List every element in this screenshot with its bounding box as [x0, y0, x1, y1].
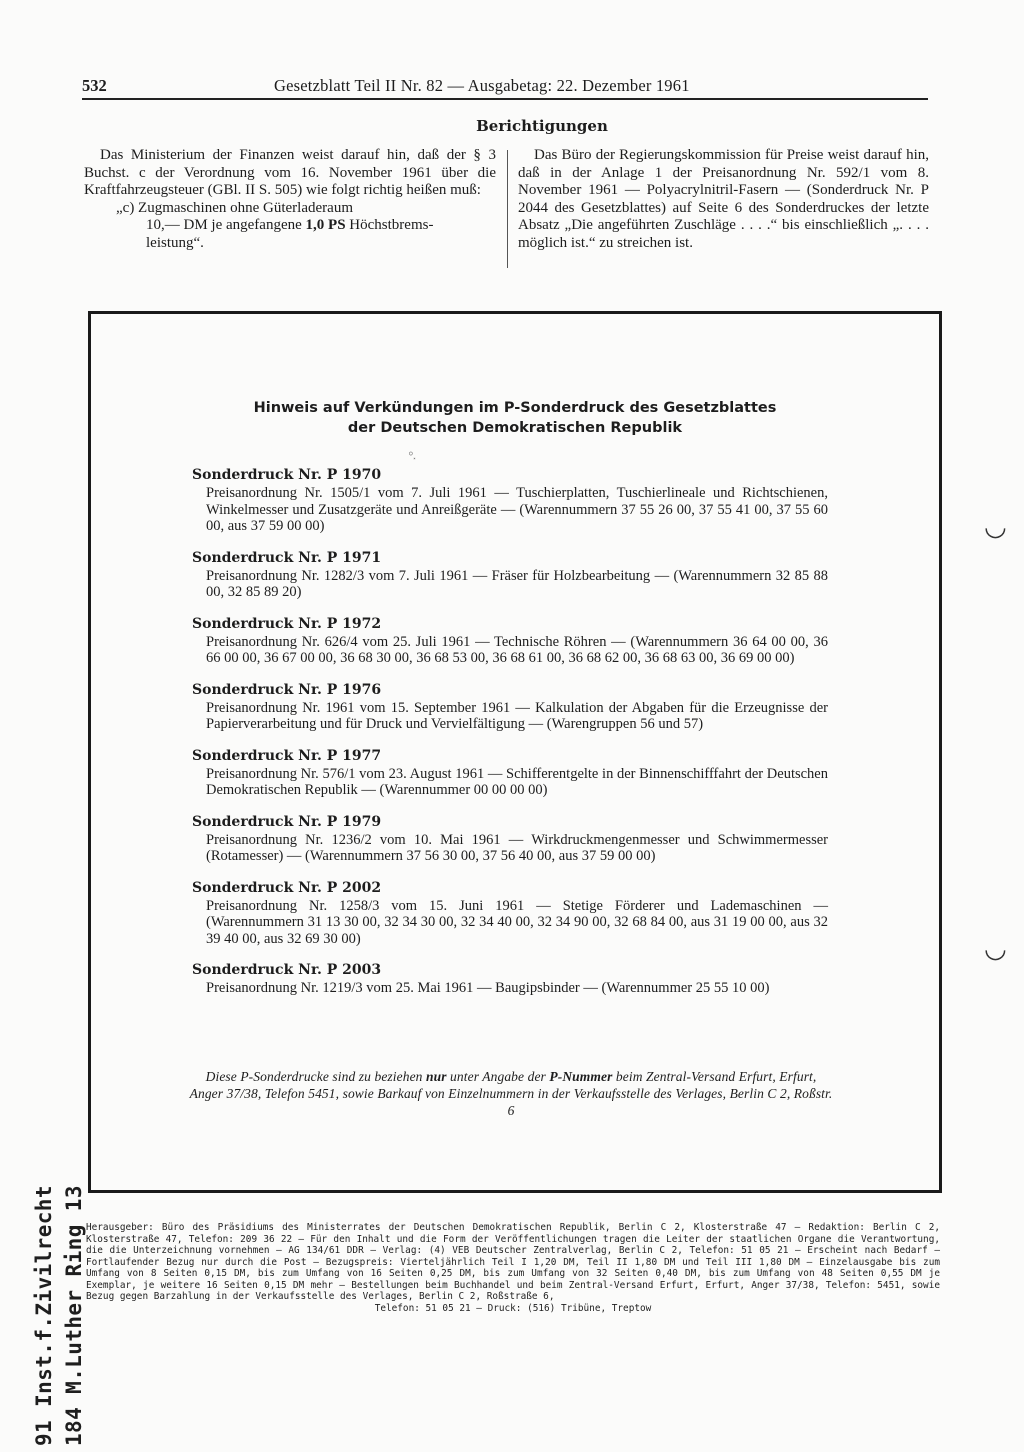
imprint-text: Herausgeber: Büro des Präsidiums des Ministerrates der Deutschen Demokratischen Republik, Berlin C 2, Klosterstraße 47 — Redaktion: Berlin C 2, Klosterstraße 47, Telefon: 209 36 22 — Für den Inhalt und die Form der Veröffentlichungen tragen die Leiter der staatlichen Organe die Verantwortung, die die Unterzeichnung vornehmen — AG 134/61 DDR — Verlag: (4) VEB Deutscher Zentralverlag, Berlin C 2, Telefon: 51 05 21 — Erscheint nach Bedarf — Fortlaufender Bezug nur durch die Post — Bezugspreis: Vierteljährlich Teil I 1,20 DM, Teil II 1,80 DM und Teil III 1,80 DM — Einzelausgabe bis zum Umfang von 8 Seiten 0,15 DM, bis zum Umfang von 16 Seiten 0,25 DM, bis zum Umfang von 32 Seiten 0,40 DM, bis zum Umfang von 48 Seiten 0,55 DM je Exemplar, je weitere 16 Seiten 0,15 DM mehr — Bestellungen beim Buchhandel und beim Zentral-Versand Erfurt, Erfurt, Anger 37/38, Telefon: 5451, sowie Bezug gegen Barzahlung in der Verkaufsstelle des Verlages, Berlin C 2, Roßstraße 6,: [86, 1222, 940, 1302]
correction-right-text: Das Büro der Regierungskommission für Preise weist darauf hin, daß in der Anlage 1 der Preisanordnung Nr. 592/1 vom 8. November 1961 — Polyacrylnitril-Fasern — (Sonderdruck Nr. P 2044 des Gesetzblattes) auf Seite 6 des Sonderdruckes der letzte Absatz „Die angeführten Zuschläge . . . .“ bis einschließlich „. . . . möglich ist.“ zu streichen ist.: [518, 147, 929, 251]
gazette-title: Gesetzblatt Teil II Nr. 82 — Ausgabetag: 22. Dezember 1961: [274, 76, 690, 95]
correction-quote-line2: [84, 217, 496, 235]
list-item: [192, 813, 828, 865]
entry-heading: Sonderdruck Nr. P 1971: [192, 549, 382, 566]
ordering-notice: [188, 1068, 834, 1119]
notice-box-title: [88, 398, 942, 438]
entry-text: Preisanordnung Nr. 576/1 vom 23. August 1961 — Schifferentgelte in der Binnenschifffahrt der Deutschen Demokratischen Republik — (Warennummer 00 00 00 00): [206, 765, 828, 798]
entry-heading: Sonderdruck Nr. P 1970: [192, 467, 382, 483]
margin-check-mark-icon: ◡: [984, 934, 1007, 963]
sonderdruck-list: [192, 466, 828, 1011]
correction-left-text: Das Ministerium der Finanzen weist darauf hin, daß der § 3 Buchst. c der Verordnung vom 16. November 1961 über die Kraftfahrzeugsteuer (GBl. II S. 505) wie folgt richtig heißen muß:: [84, 147, 496, 199]
entry-heading: Sonderdruck Nr. P 2003: [192, 962, 382, 978]
column-divider: [507, 150, 508, 268]
list-item: [192, 681, 828, 733]
list-item: [192, 961, 828, 997]
quote-line2-bold: 1,0 PS: [305, 217, 346, 234]
entry-text: Preisanordnung Nr. 1236/2 vom 10. Mai 1961 — Wirkdruckmengenmesser und Schwimmermesser (Rotamesser) — (Warennummern 37 56 30 00, 37 56 40 00, aus 37 59 00 00): [206, 831, 828, 864]
imprint-tail: Telefon: 51 05 21 — Druck: (516) Tribüne, Treptow: [374, 1302, 652, 1314]
library-stamp-line1: 91 Inst.f.Zivilrecht: [32, 1185, 56, 1446]
list-item: [192, 615, 828, 667]
list-item: [192, 549, 828, 601]
margin-check-mark-icon: ◡: [984, 512, 1007, 541]
quote-line2-post: Höchstbrems-: [345, 217, 434, 234]
berichtigungen-heading: Berichtigungen: [476, 117, 608, 135]
notice-bold-p-nummer: P-Nummer: [549, 1069, 613, 1084]
entry-heading: Sonderdruck Nr. P 1979: [192, 813, 382, 830]
entry-heading: Sonderdruck Nr. P 1976: [192, 681, 382, 698]
page-number: 532: [82, 76, 107, 95]
entry-heading: Sonderdruck Nr. P 2002: [192, 879, 382, 896]
entry-heading: Sonderdruck Nr. P 1977: [192, 747, 382, 764]
ornament-icon: ⸰⸼: [408, 449, 417, 460]
list-item: [192, 747, 828, 799]
box-title-line1: Hinweis auf Verkündungen im P-Sonderdruck des Gesetzblattes: [253, 400, 777, 416]
publisher-imprint: [86, 1222, 940, 1314]
notice-pre: Diese P-Sonderdrucke sind zu beziehen: [205, 1069, 426, 1084]
notice-bold-nur: nur: [426, 1069, 447, 1084]
entry-text: Preisanordnung Nr. 1961 vom 15. September 1961 — Kalkulation der Abgaben für die Erzeugnisse der Papierverarbeitung und für Druck und Vervielfältigung — (Warengruppen 56 und 57): [206, 699, 828, 732]
correction-left: [84, 147, 496, 253]
entry-text: Preisanordnung Nr. 626/4 vom 25. Juli 1961 — Technische Röhren — (Warennummern 36 64 00 00, 36 66 00 00, 36 67 00 00, 36 68 30 00, 36 68 53 00, 36 68 61 00, 36 68 62 00, 36 68 63 00, 36 69 00 00): [206, 633, 828, 666]
list-item: [192, 879, 828, 948]
correction-right: [518, 147, 929, 253]
library-stamp-line2: 184 M.Luther Ring 13: [62, 1185, 86, 1446]
list-item: [192, 466, 828, 535]
entry-text: Preisanordnung Nr. 1258/3 vom 15. Juni 1961 — Stetige Förderer und Lademaschinen — (Warennummern 31 13 30 00, 32 34 30 00, 32 34 40 00, 32 34 90 00, 32 68 84 00, aus 31 19 00 00, aus 32 39 40 00, aus 32 69 30 00): [206, 897, 828, 947]
entry-text: Preisanordnung Nr. 1282/3 vom 7. Juli 1961 — Fräser für Holzbearbeitung — (Warennummern 32 85 88 00, 32 85 89 20): [206, 567, 828, 600]
quote-line2-pre: 10,— DM je angefangene: [146, 217, 306, 234]
box-title-line2: der Deutschen Demokratischen Republik: [347, 420, 683, 436]
entry-text: Preisanordnung Nr. 1219/3 vom 25. Mai 1961 — Baugipsbinder — (Warennummer 25 55 10 00): [206, 980, 770, 996]
entry-heading: Sonderdruck Nr. P 1972: [192, 615, 382, 632]
correction-quote-line3: leistung“.: [146, 234, 204, 251]
page-header: [82, 74, 928, 100]
notice-mid: unter Angabe der: [446, 1069, 550, 1084]
notice-post: beim Zentral-Versand Erfurt, Erfurt, Anger 37/38, Telefon 5451, sowie Barkauf von Einzelnummern in der Verkaufsstelle des Verlages, Berlin C 2, Roßstr. 6: [189, 1069, 833, 1118]
entry-text: Preisanordnung Nr. 1505/1 vom 7. Juli 1961 — Tuschierplatten, Tuschierlineale und Richtschienen, Winkelmesser und Zusatzgeräte und Anreißgeräte — (Warennummern 37 55 26 00, 37 55 41 00, 37 55 60 00, aus 37 59 00 00): [206, 485, 828, 534]
correction-quote-line1: „c) Zugmaschinen ohne Güterladeraum: [116, 199, 353, 216]
